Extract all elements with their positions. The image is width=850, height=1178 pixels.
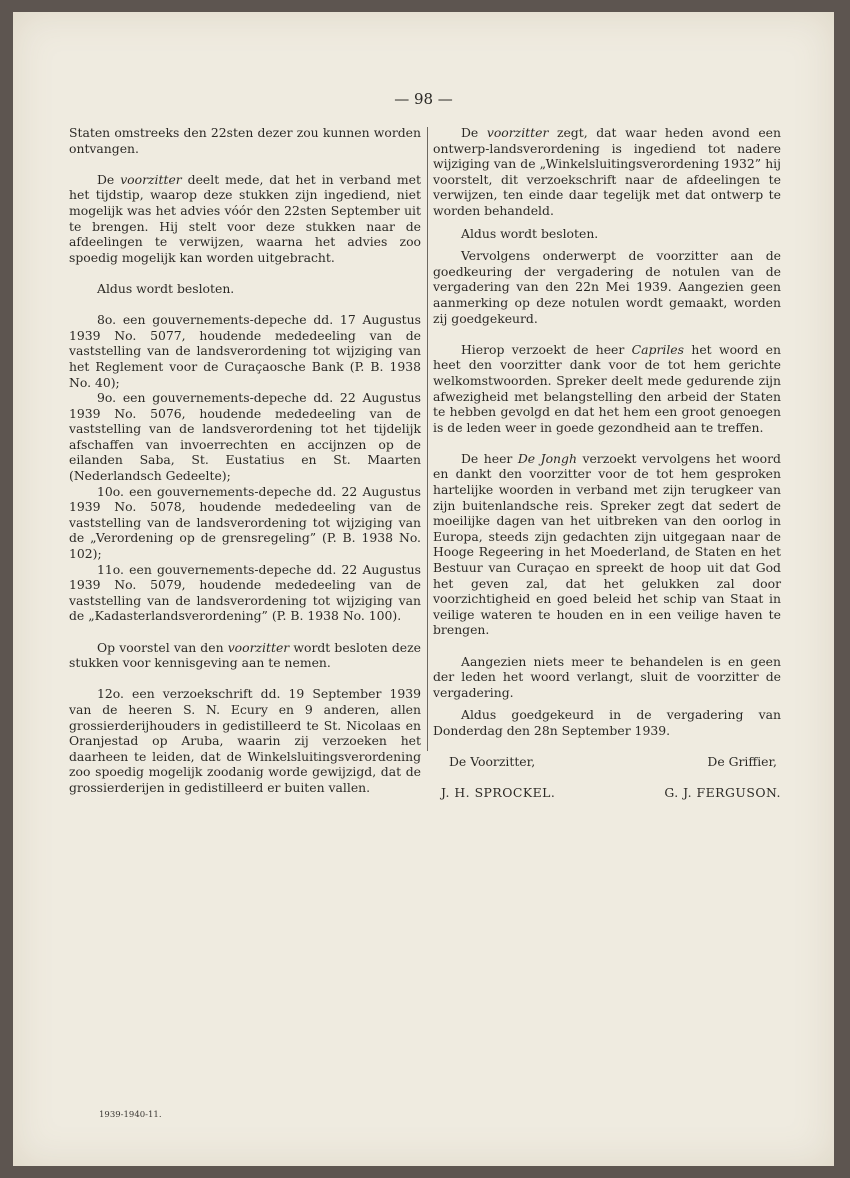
paragraph: Aangezien niets meer te behandelen is en geen der leden het woord verlangt, sluit de voorzitter de vergadering.	[433, 653, 781, 700]
chairman-name: J. H. SPROCKEL.	[441, 785, 556, 801]
right-column	[433, 125, 781, 801]
paragraph: Aldus wordt besloten.	[461, 225, 599, 241]
list-item: 8o. een gouvernements-depeche dd. 17 Augustus 1939 No. 5077, houdende mededeeling van de vaststelling van de landsverordening tot wijziging van het Reglement voor de Curaçaosche Bank (P. B. 1938 No. 40);	[69, 312, 421, 390]
paragraph: Aldus goedgekeurd in de vergadering van Donderdag den 28n September 1939.	[433, 707, 781, 738]
footer-code: 1939-1940-11.	[99, 1110, 162, 1120]
chairman-label: De Voorzitter,	[449, 754, 536, 770]
signature-names	[433, 785, 781, 801]
left-column	[69, 125, 421, 796]
paragraph: Aldus wordt besloten.	[97, 280, 235, 296]
paragraph: Staten omstreeks den 22sten dezer zou kunnen worden ontvangen.	[69, 125, 421, 156]
clerk-label: De Griffier,	[707, 754, 777, 770]
clerk-name: G. J. FERGUSON.	[664, 785, 781, 801]
list-item: 9o. een gouvernements-depeche dd. 22 Augustus 1939 No. 5076, houdende mededeeling van de vaststelling van de landsverordening tot het tijdelijk afschaffen van invoerrechten en accijnzen op de eilanden Saba, St. Eustatius en St. Maarten (Nederlandsch Gedeelte);	[69, 390, 421, 484]
paragraph: De voorzitter zegt, dat waar heden avond een ontwerp-landsverordening is ingediend tot nadere wijziging van de „Winkelsluitingsverordening 1932” hij voorstelt, dit verzoekschrift naar de afdeelingen te verwijzen, ten einde daar tegelijk met dat ontwerp te worden behandeld.	[433, 125, 781, 218]
paragraph: Op voorstel van den voorzitter wordt besloten deze stukken voor kennisgeving aan te nemen.	[69, 639, 421, 671]
document-page	[13, 12, 834, 1166]
paragraph: De heer De Jongh verzoekt vervolgens het woord en dankt den voorzitter voor de tot hem gesproken hartelijke woorden in verband met zijn terugkeer van zijn buitenlandsche reis. Spreker zegt dat sedert de moeilijke dagen van het uitbreken van den oorlog in Europa, steeds zijn gedachten zijn uitgegaan naar de Hooge Regeering in het Moederland, de Staten en het Bestuur van Curaçao en spreekt de hoop uit dat God het geven zal, dat het gelukken zal door voorzichtigheid en goed beleid het schip van Staat in veilige wateren te houden en in een veilige haven te brengen.	[433, 450, 781, 638]
paragraph: Hierop verzoekt de heer Capriles het woord en heet den voorzitter dank voor de tot hem gerichte welkomstwoorden. Spreker deelt mede gedurende zijn afwezigheid met belangstelling den arbeid der Staten te hebben gevolgd en dat het hem een groot genoegen is de leden weer in goede gezondheid aan te treffen.	[433, 341, 781, 435]
signature-labels	[433, 754, 781, 770]
page-number: — 98 —	[394, 90, 453, 108]
paragraph: Vervolgens onderwerpt de voorzitter aan de goedkeuring der vergadering de notulen van de vergadering van den 22n Mei 1939. Aangezien geen aanmerking op deze notulen wordt gemaakt, worden zij goedgekeurd.	[433, 248, 781, 326]
column-divider	[427, 127, 428, 751]
list-item: 12o. een verzoekschrift dd. 19 September 1939 van de heeren S. N. Ecury en 9 anderen, allen grossierderijhouders in gedistilleerd te St. Nicolaas en Oranjestad op Aruba, waarin zij verzoeken het daarheen te leiden, dat de Winkelsluitingsverordening zoo spoedig mogelijk zoodanig worde gewijzigd, dat de grossierderijen in gedistilleerd er buiten vallen.	[69, 686, 421, 795]
paragraph: De voorzitter deelt mede, dat het in verband met het tijdstip, waarop deze stukken zijn ingediend, niet mogelijk was het advies vóór den 22sten September uit te brengen. Hij stelt voor deze stukken naar de afdeelingen te verwijzen, waarna het advies zoo spoedig mogelijk kan worden uitgebracht.	[69, 171, 421, 265]
list-item: 11o. een gouvernements-depeche dd. 22 Augustus 1939 No. 5079, houdende mededeeling van de vaststelling van de landsverordening tot wijziging van de „Kadasterlandsverordening” (P. B. 1938 No. 100).	[69, 561, 421, 624]
list-item: 10o. een gouvernements-depeche dd. 22 Augustus 1939 No. 5078, houdende mededeeling van de vaststelling van de landsverordening tot wijziging van de „Verordening op de grensregeling” (P. B. 1938 No. 102);	[69, 483, 421, 562]
